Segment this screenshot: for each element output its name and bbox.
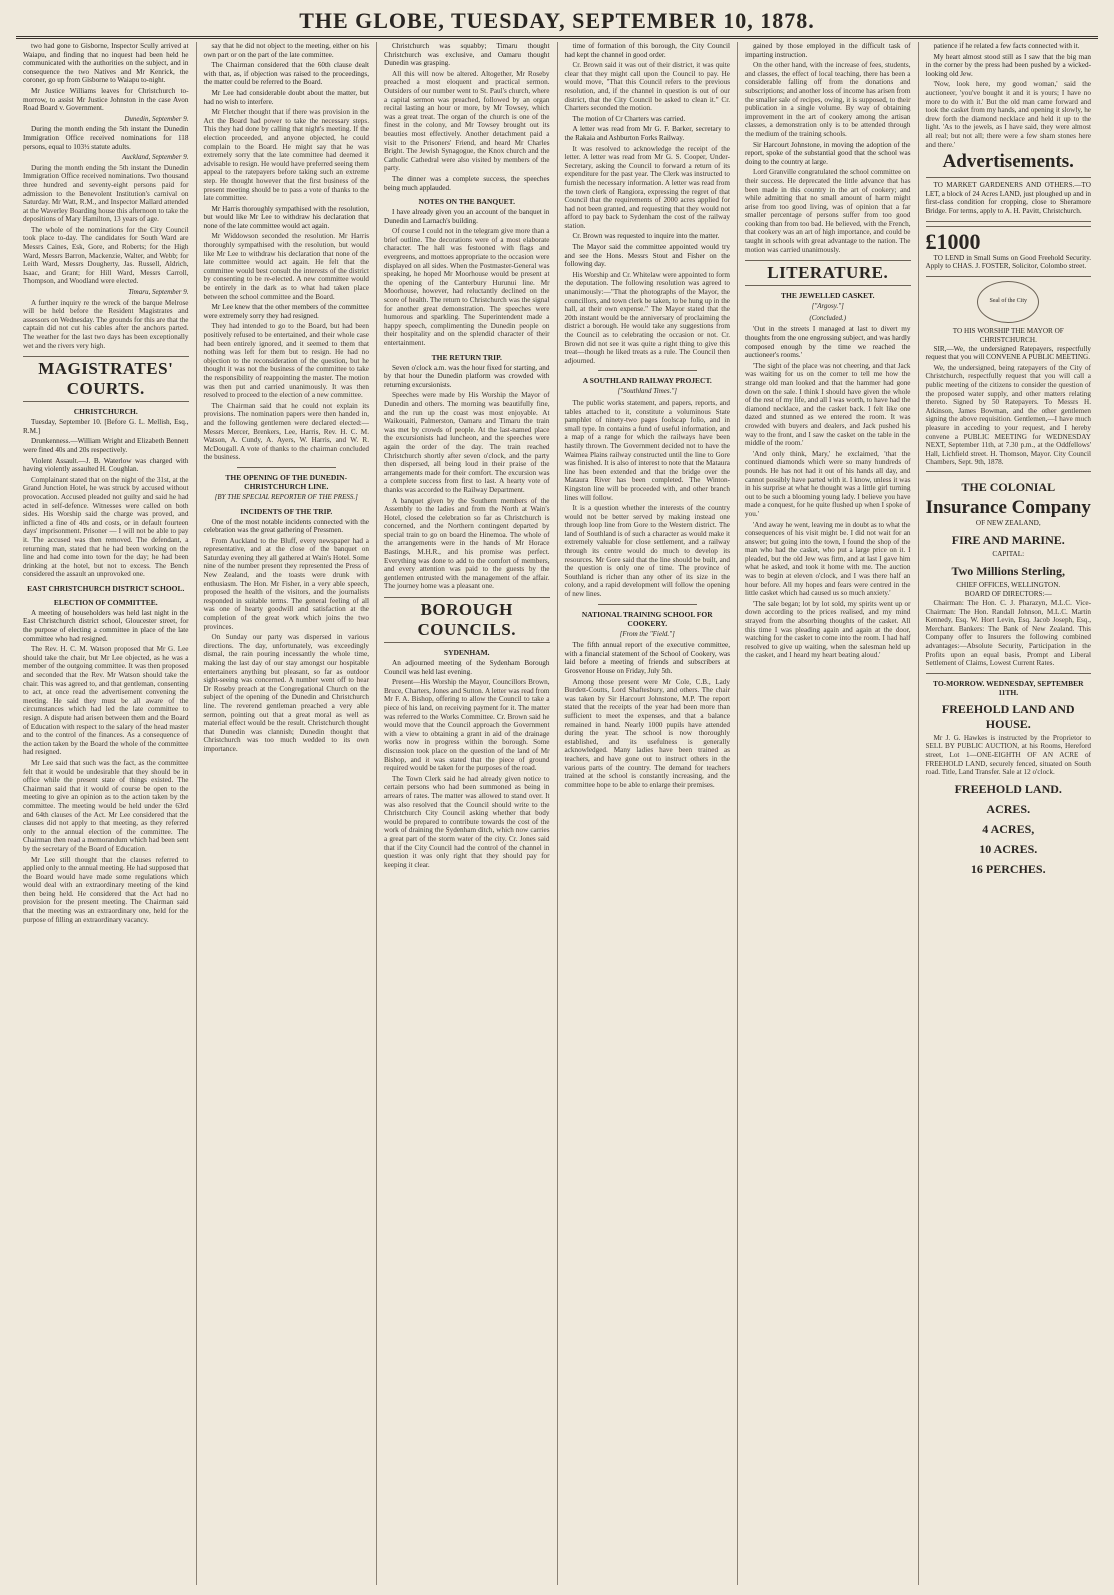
article-paragraph: time of formation of this borough, the City Council had kept the channel in good order. <box>564 42 730 59</box>
subheading: THE RETURN TRIP. <box>431 352 502 362</box>
section-heading: A SOUTHLAND RAILWAY PROJECT. <box>582 376 712 386</box>
advert-text: We, the undersigned, being ratepayers of the City of Christchurch, respectfully request that you will call a public meeting of the citizens to consider the question of the proposed water supply, and other matters relating thereto. Signed by 50 Ratepayers. To Messrs H. Atkinson, James Bowman, and the other gentlemen signing the above requisition. Gentlemen,—I have much pleasure in acceding to your request, and I hereby convene a PUBLIC MEETING for WEDNESDAY NEXT, September 11th, at 7.30 p.m., at the Oddfellows' Hall, Lichfield street. H. Thomson, Mayor. City Council Chambers, Sept. 9th, 1878. <box>925 363 1091 467</box>
article-paragraph: Mr Widdowson seconded the resolution. Mr Harris thoroughly sympathised with the resolution, but would like Mr Lee to withdraw his declaration that none of the late committee would act again. He felt that the committee would best consult the interests of the district by consenting to be re-elected. A new committee would be entirely in the dark as to what had taken place between the school committee and the Board. <box>203 232 369 301</box>
column-5 <box>738 42 919 1585</box>
advert-market-gardeners <box>926 177 1092 221</box>
advert-loan <box>926 226 1092 277</box>
article-paragraph: During the month ending the 5th instant the Dunedin Immigration Office received nominations for 118 persons, equal to 103½ statute adults. <box>23 125 189 151</box>
column-3 <box>377 42 558 1585</box>
column-2 <box>197 42 378 1585</box>
article-paragraph: The motion of Cr Charters was carried. <box>572 114 686 123</box>
article-paragraph: Violent Assault.—J. B. Waterlow was charged with having violently assaulted H. Coughlan. <box>23 456 189 474</box>
article-paragraph: Present—His Worship the Mayor, Councillors Brown, Bruce, Charters, Jones and Sutton. A letter was read from Mr F. A. Bishop, offering to allow the Council to take a piece of his land, on receiving payment for it. The matter was referred to the Works Committee. Cr. Brown said he would move that the Council approach the Government with a view to obtaining a grant in aid of the drainage works now in progress within the borough. Some discussion took place on the question of the land of Mr Bishop, and it was stated that the piece of ground required would be taken for the purposes of the road. <box>384 678 550 773</box>
auction-date: TO-MORROW. WEDNESDAY, SEPTEMBER 11TH. <box>932 678 1084 697</box>
insurance-title: THE COLONIAL <box>961 480 1056 494</box>
masthead-title: THE GLOBE, TUESDAY, SEPTEMBER 10, 1878. <box>299 8 815 33</box>
article-paragraph: Christchurch was squabby; Timaru thought Christchurch was exclusive, and Oamaru thought Dunedin was grasping. <box>384 42 550 68</box>
city-seal-icon: Seal of the City <box>977 281 1039 323</box>
article-paragraph: patience if he related a few facts connected with it. <box>933 42 1080 50</box>
article-paragraph: They had intended to go to the Board, but had been positively refused to be entertained, and their whole case had been entirely ignored, and it seemed to them that nothing was left for them but to resign. He had no objection to the reconsideration of the question, but he thought it was not the business of the committee to take the responsibility of reappointing the master. The motion was then put and carried unanimously. It was then resolved to proceed to the election of a new committee. <box>203 322 369 400</box>
capital-amount: Two Millions Sterling, <box>951 564 1065 578</box>
article-paragraph: Drunkenness.—William Wright and Elizabeth Bennett were fined 40s and 20s respectively. <box>23 437 189 454</box>
lot-size: ACRES. <box>986 801 1031 816</box>
article-paragraph: A meeting of householders was held last night in the East Christchurch district school, Gloucester street, for the purpose of electing a committee in place of the late committee who had resigned. <box>23 608 189 643</box>
advert-text: Mr J. G. Hawkes is instructed by the Proprietor to SELL BY PUBLIC AUCTION, at his Rooms, Hereford street, Lot 1—ONE-EIGHTH OF AN ACRE of FREEHOLD LAND, securely fenced, situated on South road. Title, Land Transfer. Sale at 12 o'clock. <box>925 733 1091 777</box>
article-paragraph: The fifth annual report of the executive committee, with a financial statement of the School of Cookery, was laid before a meeting of friends and subscribers at Grosvenor House on Friday, July 5th. <box>564 641 730 675</box>
article-paragraph: His Worship and Cr. Whitelaw were appointed to form the deputation. The following resolution was agreed to unanimously:—"That the photographs of the Mayor, the councillors, and town clerk be taken, to be hung up in the hall, at their own expense." The Mayor stated that the 20th instant would be the anniversary of proclaiming the district a borough. He would take any suggestions from the Council as to celebrating the occasion or not. Cr. Brown did not see it was quite a right thing to give this treat—though he liked treats as a rule. The Council then adjourned. <box>564 270 730 365</box>
advert-text: SIR,—We, the undersigned Ratepayers, respectfully request that you will CONVENE A PUBLIC MEETING. <box>925 344 1091 362</box>
section-heading: BOROUGH COUNCILS. <box>384 597 550 643</box>
subheading: NOTES ON THE BANQUET. <box>418 197 515 207</box>
column-4 <box>558 42 739 1585</box>
lot-size: 4 ACRES, <box>982 821 1035 836</box>
article-paragraph: Of course I could not in the telegram give more than a brief outline. The decorations were of a most elaborate character. The hall was festooned with flags and evergreens, and mottoes appropriate to the occasion were displayed on all sides. When the Postmaster-General was speaking, he hoped Mr Moorhouse would be present at the opening of the Canterbury Hurunui line. Mr Moorhouse, however, had reluctantly declined on the score of health. The return to Christchurch was the signal for another great demonstration. The speeches were humorous and sparkling. The Superintendent made a happy speech, complimenting the Dunedin people on their hospitality and on the splendid character of their entertainment. <box>384 227 550 347</box>
article-paragraph: say that he did not object to the meeting, either on his own part or on the part of the late committee. <box>203 42 369 59</box>
article-paragraph: gained by those employed in the difficult task of imparting instruction. <box>745 42 911 59</box>
article-paragraph: The whole of the nominations for the City Council took place to-day. The candidates for South Ward are Messrs Caines, Esk, Gore, and Roberts; for the High Ward, Messrs Barron, Mackenzie, Walter, and Webb; for Leith Ward, Messrs Dougherty, Jas. Russell, Aldrich, Isaac, and Grant; for Hill Ward, Messrs Carroll, Thompson, and Woodland were elected. <box>23 225 189 286</box>
subheading: ELECTION OF COMMITTEE. <box>53 597 158 607</box>
columns <box>16 42 1098 1585</box>
advert-text: TO LEND in Small Sums on Good Freehold Security. Apply to CHAS. J. FOSTER, Solicitor, Colombo street. <box>925 253 1091 271</box>
article-paragraph: A further inquiry re the wreck of the barque Melrose will be held before the Resident Magistrates and assessors on Wednesday. The grounds for this are that the captain did not cut his cables after the anchors parted. The weather for the last two days has been exceptionally wet and the rivers very high. <box>23 298 189 350</box>
article-paragraph: It is a question whether the interests of the country would not be better served by making instead one through loop line from Gore to the Western district. The land of Southland is of such a character as would make it extremely valuable for close settlement, and a railway through its centre would do much to develop its resources. Mr Gore said that the line should be built, and the question is only one of time. The province of Southland is richer than any other of its size in the colony, and a rapid development will follow the opening of new lines. <box>564 504 730 599</box>
source: ["Argosy."] <box>811 302 844 311</box>
article-paragraph: 'And away he went, leaving me in doubt as to what the consequences of his visit might be. I did not wait for an answer; but going into the town, I found the shop of the man who had the casket, who put a large price on it. I pleaded, but the old Jew was firm, and at last I gave him what he asked, and took it home with me. The auction was to begin at eleven o'clock, and I was there half an hour before. All my hopes and fears were centred in the little casket which had caused us so much anxiety.' <box>745 520 911 598</box>
article-paragraph: On Sunday our party was dispersed in various directions. The day, unfortunately, was exceedingly dismal, the rain pouring incessantly the whole time, making the last day of our stay amongst our hospitable entertainers anything but pleasant, so far as outdoor sight-seeing was concerned. A number went off to hear Dr Roseby preach at the Congregational Church on the subject of the opening of the Dunedin and Christchurch line. The reverend gentleman preached a very able sermon, pointing out that a great moral as well as material effect would be the result. Christchurch thought that Dunedin was clannish; Dunedin thought that Christchurch was too much wedded to its own importance. <box>203 633 369 753</box>
article-paragraph: Speeches were made by His Worship the Mayor of Dunedin and others. The morning was beautifully fine, and the run up the coast was most enjoyable. At Waikouaiti, Palmerston, Oamaru and Timaru the train was met by crowds of people. At the last-named place the excursionists had luncheon, and the speeches were again the order of the day. The train reached Christchurch shortly after seven o'clock, and the party then dispersed, all being loud in their praise of the arrangements made for their comfort. The excursion was a complete success from first to last. A hearty vote of thanks was accorded to the Railway Department. <box>384 391 550 494</box>
dateline: Timaru, September 9. <box>128 288 189 297</box>
section-heading: EAST CHRISTCHURCH DISTRICT SCHOOL. <box>27 583 185 593</box>
section-heading: MAGISTRATES' COURTS. <box>23 356 189 402</box>
article-paragraph: The Chairman said that he could not explain its provisions. The nomination papers were then handed in, and the following gentlemen were declared elected:—Messrs Mercer, Brenkers, Lee, Harris, Rev. H. C. M. Watson, A. Cundy, A. Ayers, W. Harris, and W. R. McDougall. A vote of thanks to the chairman concluded the business. <box>203 401 369 462</box>
advert-colonial-insurance <box>926 471 1092 674</box>
loan-amount: £1000 <box>925 228 981 254</box>
article-paragraph: Lord Granville congratulated the school committee on their success. He deprecated the little advance that has been made in this country in the art of cookery; and while admitting that no small amount of harm might arise from too good living, was of opinion that a far smaller percentage of persons suffer from too good cooking than from too bad. He believed, with the French, that cookery was an art of high importance, and could be taught in schools with great advantage to the nation. The motion was carried unanimously. <box>745 168 911 254</box>
section-heading: NATIONAL TRAINING SCHOOL FOR COOKERY. <box>581 609 713 628</box>
article-paragraph: Mr Fletcher thought that if there was provision in the Act the Board had power to take the necessary steps. This they had done by calling that night's meeting. If the election proceeded, and anyone objected, he could complain to the Board. He might say that he was extremely sorry that the late committee had deemed it advisable to resign. He would have preferred seeing them appeal to the ratepayers before taking such an extreme step. He thought however that the first business of the present meeting should be to pass a vote of thanks to the late committee. <box>203 108 369 203</box>
continuation-note: (Concluded.) <box>809 313 847 322</box>
source: ["Southland Times."] <box>617 387 678 396</box>
article-paragraph: The public works statement, and papers, reports, and tables attached to it, constitute a voluminous State pamphlet of ninety-two pages foolscap folio, and in small type. In contains a fund of useful information, and a map of a range for which the railways have been hastily thrown. The Government decided not to have the Waimea Plains railway constructed until the line to Gore was finished. It is also of interest to note that the Mataura line has been extended and that the bridge over the Mataura River has been completed. The Winton-Kingston line will be proceeded with, and other branch lines will follow. <box>564 398 730 502</box>
article-paragraph: An adjourned meeting of the Sydenham Borough Council was held last evening. <box>384 659 550 676</box>
article-paragraph: It was resolved to acknowledge the receipt of the letter. A letter was read from Mr G. S. Cooper, Under-Secretary, asking the Council to forward a return of its expenditure for the past year. The Clerk was instructed to furnish the necessary information. A letter was read from the town clerk of Rangiora, expressing the regret of that Council that the requirements of 2000 acres applied for had not been granted, and requesting that they would not afford to pay back to Sydenham the cost of the railway station. <box>564 144 730 230</box>
article-paragraph: During the month ending the 5th instant the Dunedin Immigration Office received nominations. Two thousand three hundred and seventy-eight persons paid for admission to the Benevolent Institution's carnival on Saturday. Mr Watt, R.M., and Inspector Mallard attended at the Waverley Boarding house this afternoon to take the depositions of Mary Hamilton, 13 years of age. <box>23 163 189 224</box>
advert-text: TO MARKET GARDENERS AND OTHERS.—TO LET, a block of 24 Acres LAND, just ploughed up and in first-class condition for cropping, close to Sheramore Bridge. For terms, apply to A. H. Pavitt, Christchurch. <box>925 181 1091 215</box>
article-paragraph: All this will now be altered. Altogether, Mr Roseby preached a most eloquent and practical sermon. Outsiders of our number went to St. Paul's church, where a capital sermon was preached, followed by an organ recital lasting an hour or more, by Mr Towsey, which was a great treat. The organ of the church is one of the finest in the colony, and Mr Towsey brought out its beauties most effectively. Another detachment paid a visit to the Prisoners' Friend, and heard Mr Charles Bright. The Jewish Synagogue, the Knox church and the Catholic Cathedral were also visited by members of the party. <box>384 69 550 173</box>
article-paragraph: 'The sale began; lot by lot sold, my spirits went up or down according to the prices realised, and my mind strayed from the absorbing thoughts of the casket. All this time I was pleading again and again at the door, watching for the casket to come into the room. I had half resolved to give up waiting, when the salesman held up the casket, and I heard my heart beating aloud.' <box>745 599 911 660</box>
board-heading: BOARD OF DIRECTORS:— <box>964 590 1052 598</box>
article-paragraph: I have already given you an account of the banquet in Dunedin and Larnach's building. <box>384 208 550 225</box>
subheading: SYDENHAM. <box>443 648 490 658</box>
article-paragraph: Mr Harris thoroughly sympathised with the resolution, but would like Mr Lee to withdraw his declaration that none of the late committee would act again. <box>203 204 369 230</box>
article-paragraph: Mr Lee had considerable doubt about the matter, but had no wish to interfere. <box>203 88 369 106</box>
article-paragraph: Mr Lee said that such was the fact, as the committee felt that it would be undesirable that they should be in office while the present state of things existed. The Chairman said that it would of course be open to the meeting to give an opinion as to the action taken by the committee. The meeting would be held under the 63rd and 64th clauses of the Act. Mr Lee considered that the clauses did not apply to that meeting, as they referred only to the annual election of the committee. The Chairman then read a memorandum which had been sent by the secretary of the Board of Education. <box>23 758 189 853</box>
divider <box>237 467 336 468</box>
article-paragraph: The Chairman considered that the 60th clause dealt with that, as, if objection was raised to the proceedings, the matter could be referred to the Board. <box>203 61 369 87</box>
insurance-company: Insurance Company <box>925 497 1091 518</box>
article-paragraph: two had gone to Gisborne, Inspector Scully arrived at Waiapu, and finding that no inquest had been held he communicated with the authorities on the subject, and in consequence the two Natives and Mr Kenrick, the coroner, go up from Gisborne to Waiapu to-night. <box>23 42 189 85</box>
article-paragraph: Mr Lee still thought that the clauses referred to applied only to the annual meeting. He had supposed that the Board would have made some regulations which would deal with an extraordinary meeting of the kind then being held. He considered that the Act had no provision for the present meeting. The Chairman said that the meeting was an extraordinary one, held for the purpose of filling an extraordinary vacancy. <box>23 855 189 924</box>
article-paragraph: Cr. Brown was requested to inquire into the matter. <box>572 232 720 241</box>
dateline: Auckland, September 9. <box>122 153 189 162</box>
article-paragraph: Mr Lee knew that the other members of the committee were extremely sorry they had resigned. <box>203 303 369 320</box>
subheading: INCIDENTS OF THE TRIP. <box>240 506 333 516</box>
insurance-location: OF NEW ZEALAND, <box>975 519 1041 527</box>
article-paragraph: Tuesday, September 10. [Before G. L. Mellish, Esq., R.M.] <box>23 418 189 435</box>
article-paragraph: The dinner was a complete success, the speeches being much applauded. <box>384 174 550 192</box>
article-paragraph: My heart almost stood still as I saw that the big man in the corner by the press had been pushed by a wicked-looking old Jew. <box>925 52 1091 78</box>
article-paragraph: Complainant stated that on the night of the 31st, at the Grand Junction Hotel, he was struck by accused without provocation. Accused pleaded not guilty and said he had acted in self-defence. Witnesses were called on both sides. His Worship said the charge was proved, and inflicted a fine of 40s and costs, or in default fourteen days' imprisonment. Prisoner — I will not be able to pay it. The accused was then removed. The defendant, a returning man, stated that he had been working on the line and had come into town for the day; he had been drinking at the hotel, but not to excess. The Bench considered the assault an unprovoked one. <box>23 475 189 579</box>
divider <box>598 604 697 605</box>
section-heading: THE OPENING OF THE DUNEDIN-CHRISTCHURCH LINE. <box>225 472 348 491</box>
article-paragraph: 'The sight of the place was not cheering, and that Jack was waiting for us on the corner to tell me how the strange old man looked and that the hammer had gone down on the sale. I think I should have given the whole of the rest of my life, and all I was worth, to have had the diamond necklace, and the casket back. I felt like one dazed and stunned as we entered the room. It was crowded with buyers and dealers, and Jack pushed his way to the front, and I saw the casket on the table in the middle of the room.' <box>745 361 911 448</box>
article-paragraph: Sir Harcourt Johnstone, in moving the adoption of the report, spoke of the substantial good that the school was doing to the country at large. <box>745 140 911 166</box>
lot-size: 10 ACRES. <box>979 841 1038 856</box>
advertisements-heading: Advertisements. <box>942 151 1074 173</box>
auction-title: FREEHOLD LAND. <box>954 781 1062 796</box>
article-paragraph: On the other hand, with the increase of fees, students, and classes, the effect of local teaching, there has been a considerable falling off from the donations and subscriptions; and another loss of income has arisen from the smaller sale of recipes, owing, it is supposed, to their publication in a single volume. By way of obtaining improvement in the art of cookery among the artisan classes, a demonstration only is to be attended through the medium of the training schools. <box>745 61 911 138</box>
article-paragraph: 'Out in the streets I managed at last to divert my thoughts from the one engrossing subject, and was hardly composed enough by the time we reached the auctioneer's rooms.' <box>745 325 911 360</box>
insurance-type: FIRE AND MARINE. <box>951 533 1065 547</box>
column-1 <box>16 42 197 1585</box>
article-paragraph: A letter was read from Mr G. F. Barker, secretary to the Rakaia and Ashburton Forks Railway. <box>564 125 730 142</box>
auction-title: FREEHOLD LAND AND HOUSE. <box>941 701 1075 731</box>
article-paragraph: Mr Justice Williams leaves for Christchurch to-morrow, to assist Mr Justice Johnston in the case Avon Road Board v. Government. <box>23 86 189 113</box>
divider <box>598 370 697 371</box>
story-title: THE JEWELLED CASKET. <box>781 291 875 301</box>
subheading: CHRISTCHURCH. <box>73 407 138 417</box>
source: [From the "Field."] <box>619 629 675 638</box>
article-paragraph: Cr. Brown said it was out of their district, it was quite clear that they might call upon the Council to pay. He would move, "That this Council refers to the previous resolution, and, if the channel in question is out of our district, that the City Council be asked to clean it." Cr. Charters seconded the motion. <box>564 61 730 113</box>
article-paragraph: The Rev. H. C. M. Watson proposed that Mr G. Lee should take the chair, but Mr Lee objected, as he was a member of the outgoing committee. It was then proposed and seconded that the Rev. Mr Watson should take the chair. This was agreed to, and that gentleman, consenting to act, at once read the advertisement convening the meeting. He said they must be all aware of the circumstances which had led the late committee to resign. A dispute had arisen between them and the Board of Education with respect to the salary of the head master and to the control of the finances. As a consequence of the action taken by the Board the whole of the committee had resigned. <box>23 645 189 757</box>
article-paragraph: A banquet given by the Southern members of the Assembly to the ladies and from the North at Wain's Hotel, closed the celebration so far as Christchurch is concerned, and the Northern contingent departed by special train to go on board the Hinemoa. The whole of the arrangements were in the hands of Mr Horace Bastings, M.H.R., and his promise was perfect. Everything was done to add to the comfort of members, and every attention was paid to the guests by the gentlemen entrusted with the management of the affair. The journey home was a pleasant one. <box>384 496 550 591</box>
section-heading: LITERATURE. <box>745 260 911 286</box>
lot-size: 16 PERCHES. <box>970 861 1046 876</box>
masthead <box>16 6 1098 39</box>
article-paragraph: 'Now, look here, my good woman,' said the auctioneer, 'you've bought it and it is yours; I have no more to do with it.' But the old man came forward and took the casket from my hands, and opening it slowly, he drew forth the diamond necklace and held it up to the light. 'As to the jewels, as I have said, they were almost all real; but not all; there were a few sham stones here and there.' <box>925 80 1091 149</box>
advert-heading: TO HIS WORSHIP THE MAYOR OF CHRISTCHURCH. <box>952 326 1064 344</box>
capital-label: CAPITAL: <box>992 550 1025 558</box>
article-paragraph: From Auckland to the Bluff, every newspaper had a representative, and at the close of the banquet on Saturday evening they all gathered at Wain's Hotel. Some nine of the number present they represented the Press of New Zealand, and the toasts were drunk with enthusiasm. The Hon. Mr Fisher, in a very able speech, proposed the health of the visitors, and the journalists responded in suitable terms. The general feeling of all was one of hearty goodwill and satisfaction at the completion of the great work which joins the two provinces. <box>203 536 369 631</box>
advert-text: Chairman: The Hon. C. J. Pharazyn, M.L.C. Vice-Chairman: The Hon. Randall Johnson, M.L.C. Martin Kennedy, Esq. W. Hort Levin, Esq. Jacob Joseph, Esq., Merchant. Bankers: The Bank of New Zealand. This Company offer to Insurers the following combined advantages:—Absolute Security, Participation in the Profits upon an equal basis, Prompt and Liberal Settlement of Claims, Lowest Current Rates. <box>925 599 1091 668</box>
byline: [BY THE SPECIAL REPORTER OF THE PRESS.] <box>214 492 358 501</box>
dateline: Dunedin, September 9. <box>124 114 189 123</box>
article-paragraph: The Town Clerk said he had already given notice to certain persons who had been summoned as being in arrears of rates. The matter was allowed to stand over. It was also resolved that the Council should write to the Christchurch City Council asking whether that body would be prepared to contribute towards the cost of the work of draining the Sydenham ditch, which now carries a great part of the storm water of the city. Cr. Jones said that if the City Council had the control of the channel in question it was only right that they should pay for keeping it clear. <box>384 774 550 869</box>
article-paragraph: The Mayor said the committee appointed would try and see the Hons. Messrs Stout and Fisher on the following day. <box>564 243 730 269</box>
column-6 <box>919 42 1099 1585</box>
article-paragraph: 'And only think, Mary,' he exclaimed, 'that the continued diamonds which were so many hundreds of pounds. He has not had it out of his hands all day, and cannot possibly have parted with it. I know, unless it was in his surprise at what he thought was a little girl turning out to be such a blooming young lady. I believe you have made a conquest, for he quite flushed up when I spoke of you.' <box>745 449 911 518</box>
chief-offices: CHIEF OFFICES, WELLINGTON. <box>956 581 1061 589</box>
article-paragraph: Seven o'clock a.m. was the hour fixed for starting, and by that hour the Dunedin platform was crowded with returning excursionists. <box>384 363 550 389</box>
article-paragraph: Among those present were Mr Cole, C.B., Lady Burdett-Coutts, Lord Shaftesbury, and others. The chair was taken by Sir Harcourt Johnstone, M.P. The report stated that the receipts of the year had been more than sufficient to meet the expenses, and that a balance remained in hand. Nearly 1000 pupils have attended during the year. The school is now thoroughly established, and its usefulness is generally acknowledged. Many ladies have been trained as teachers, and have gone out to instruct others in the various parts of the country. The demand for teachers trained at the school is constantly increasing, and the committee hope to be able to enlarge their premises. <box>564 677 730 789</box>
article-paragraph: One of the most notable incidents connected with the celebration was the great gathering of Pressmen. <box>203 517 369 535</box>
